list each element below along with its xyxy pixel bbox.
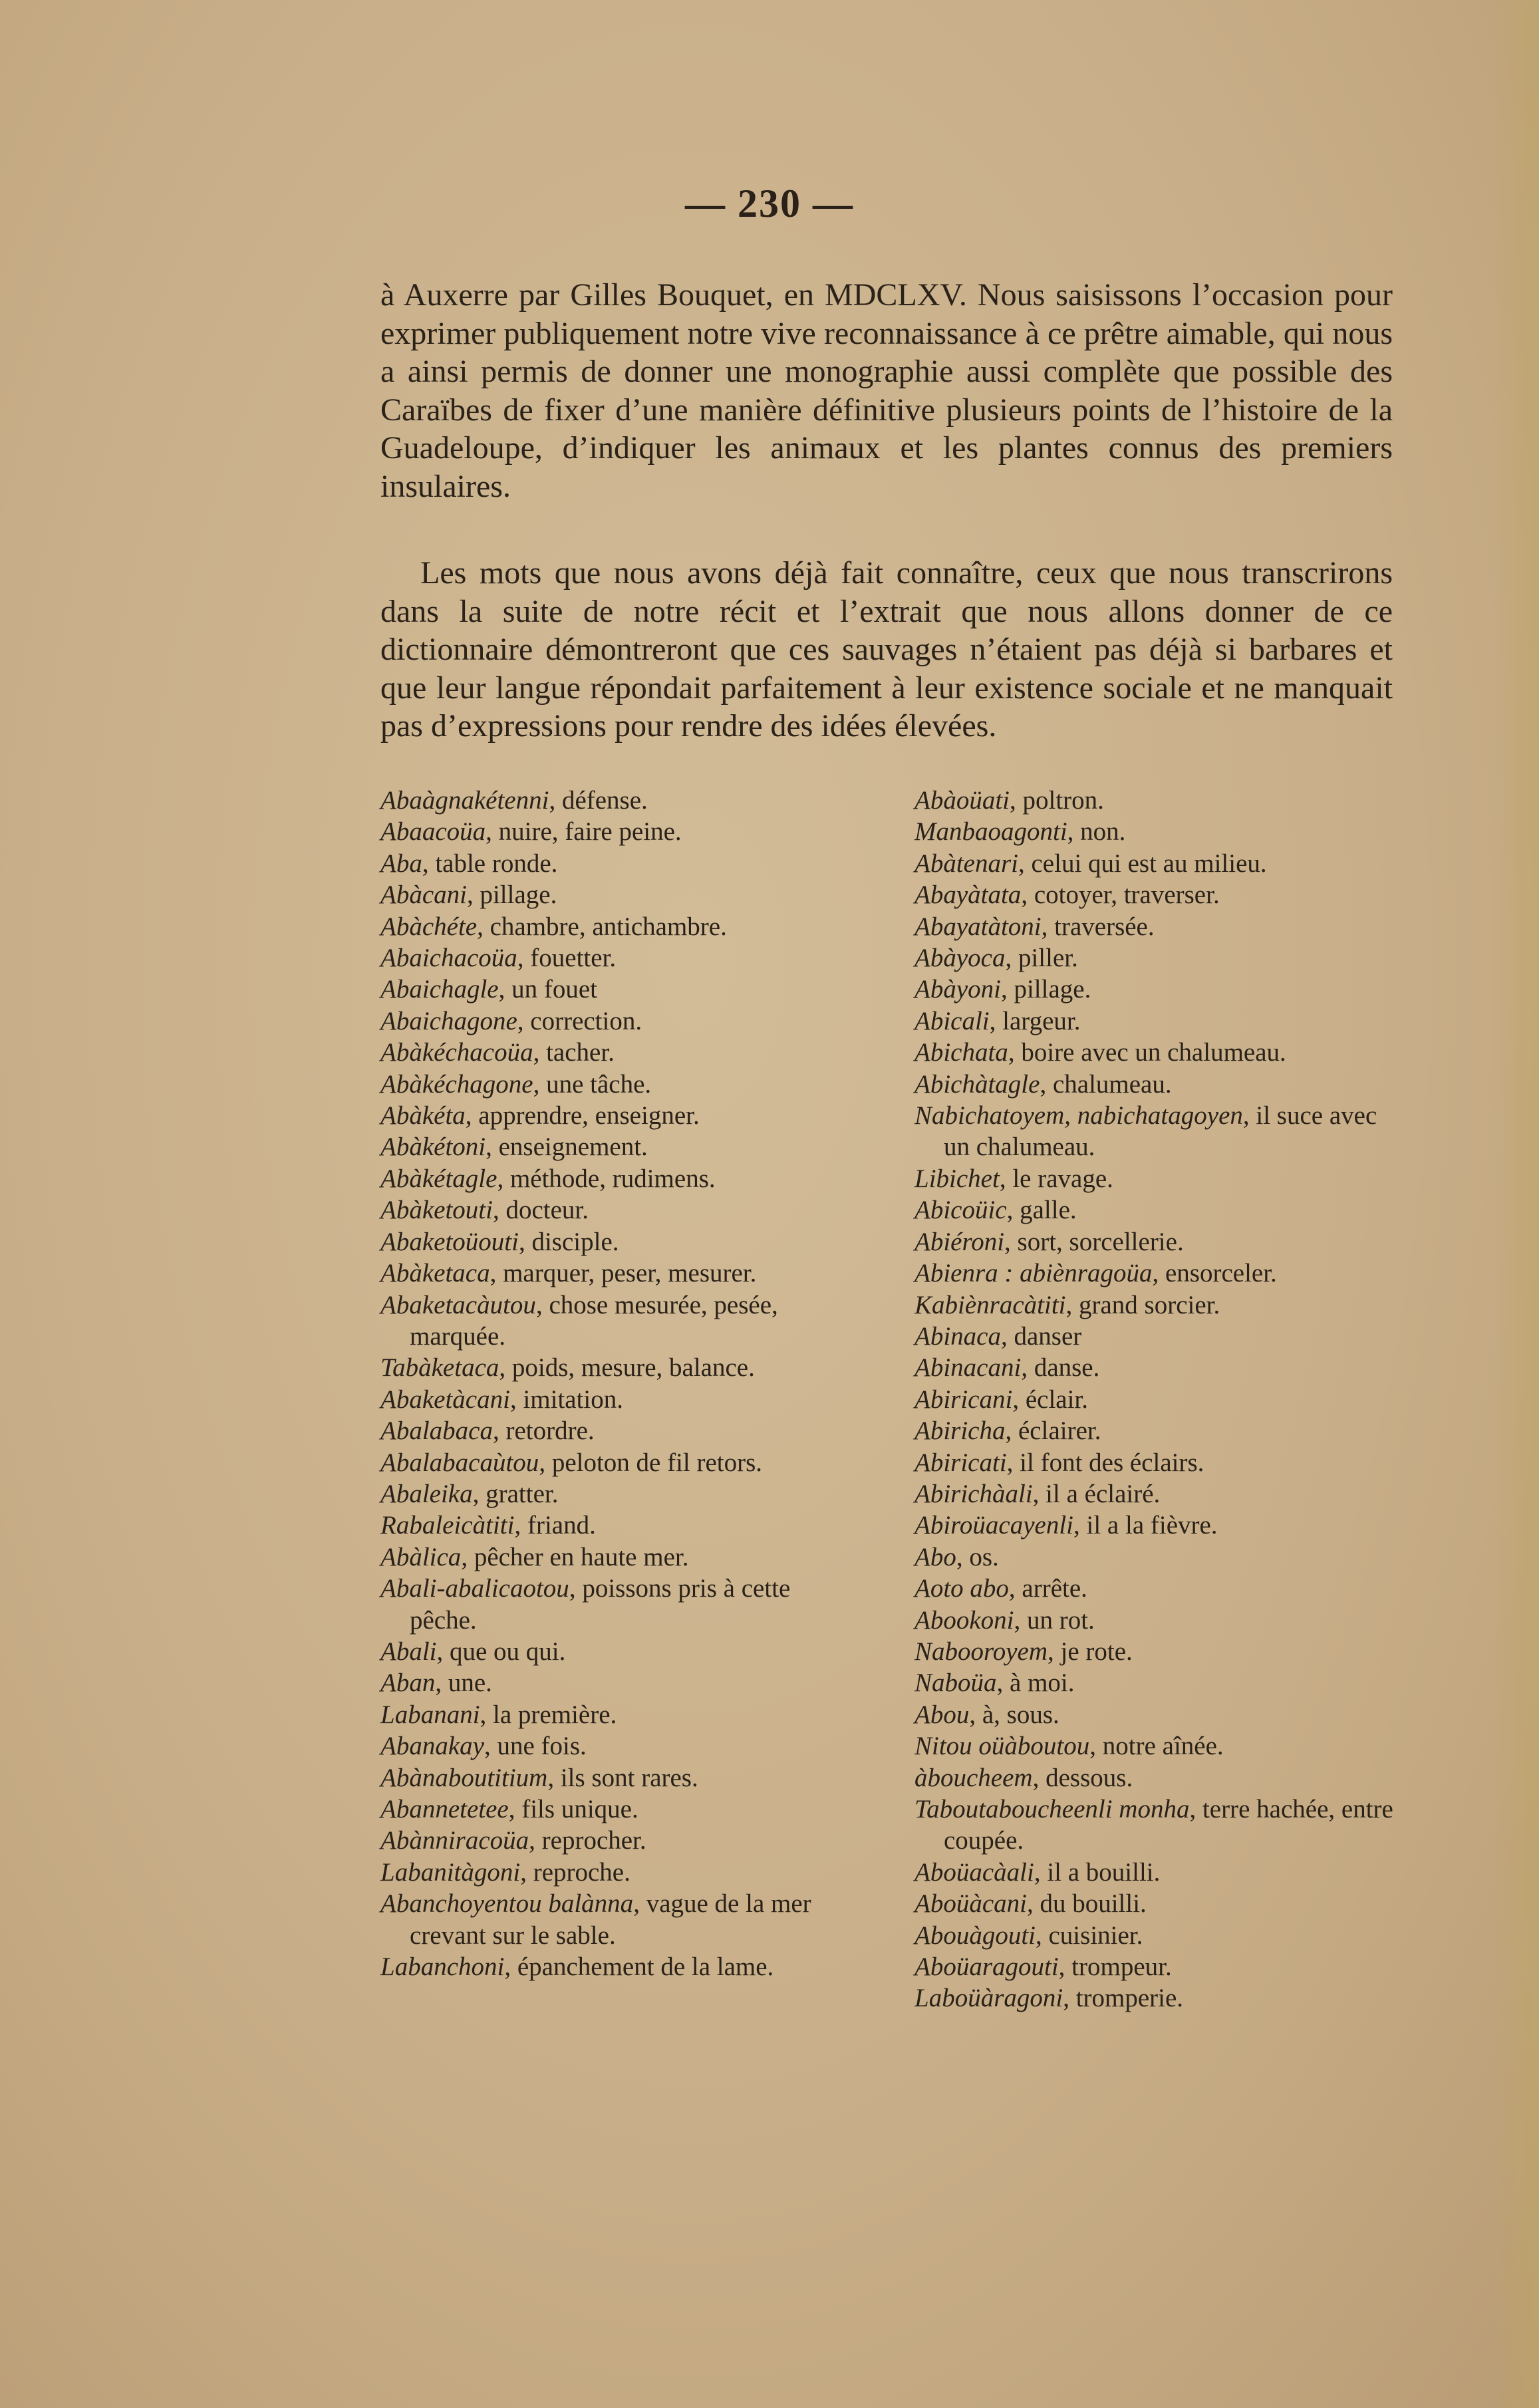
dictionary-entry: Abàlica, pêcher en haute mer. [380,1542,689,1571]
entry-definition: vague de la mer crevant sur le sable. [410,1889,811,1950]
dictionary-entry: Abichàtagle, chalumeau. [914,1069,1172,1099]
entry-definition: cuisinier. [1048,1921,1143,1950]
entry-word: àboucheem [914,1763,1033,1792]
entry-definition: un fouet [511,975,598,1004]
entry-definition: une tâche. [546,1069,652,1099]
entry-word: Abinaca [914,1321,1001,1351]
dictionary-entry: Abou, à, sous. [914,1700,1059,1729]
entry-definition: galle. [1020,1196,1077,1225]
entry-definition: il a bouilli. [1047,1857,1161,1887]
entry-definition: un rot. [1026,1605,1095,1635]
entry-word: Abaketoüouti [380,1227,519,1256]
entry-definition: je rote. [1060,1637,1133,1666]
entry-definition: une. [448,1669,492,1698]
dictionary-entry: Abirichàali, il a éclairé. [914,1479,1161,1508]
dictionary-entry: Abali-abalicaotou, poissons pris à cette pêche. [380,1574,791,1635]
dictionary-entry: Aboüacàali, il a bouilli. [914,1857,1161,1887]
entry-word: Abàketaca [380,1259,490,1288]
dictionary-entry: Abaketacàutou, chose mesurée, pesée, marquée. [380,1290,778,1351]
entry-word: Abiricati [914,1448,1007,1477]
dictionary-entry: Aban, une. [380,1669,492,1698]
entry-word: Abaichagle [380,975,499,1004]
dictionary-entry: Abichata, boire avec un chalumeau. [914,1038,1286,1067]
entry-word: Nabooroyem [914,1637,1048,1666]
entry-word: Abienra : abiènragoüa [914,1259,1153,1288]
entry-definition: celui qui est au milieu. [1031,849,1267,878]
entry-definition: du bouilli. [1040,1889,1147,1919]
dictionary-entry: Abàkétoni, enseignement. [380,1133,648,1162]
entry-word: Laboüàragoni [914,1984,1063,2013]
entry-word: Abàkéta [380,1101,466,1131]
entry-word: Abannetetee [380,1795,509,1823]
entry-word: Abànniracoüa [380,1826,529,1855]
entry-definition: nuire, faire peine. [498,817,682,847]
dictionary-entry: Abookoni, un rot. [914,1605,1095,1635]
dictionary-entry: Abaichagone, correction. [380,1006,642,1035]
entry-definition: éclair. [1025,1385,1089,1414]
entry-word: Abichata [914,1038,1008,1067]
dictionary-entry: Abaketoüouti, disciple. [380,1227,619,1256]
dictionary-entry: Aboüàcani, du bouilli. [914,1889,1147,1919]
dictionary-entry: Abàkéchagone, une tâche. [380,1069,652,1099]
entry-definition: friand. [527,1511,596,1540]
entry-definition: ensorceler. [1165,1259,1277,1288]
dictionary-entry: àboucheem, dessous. [914,1763,1133,1792]
dictionary-entry: Labanani, la première. [380,1700,617,1729]
entry-word: Abàkéchagone [380,1069,533,1099]
entry-word: Aban [380,1669,436,1698]
entry-word: Abookoni [914,1605,1014,1635]
entry-word: Abàkétagle [380,1164,497,1193]
entry-definition: peloton de fil retors. [551,1448,763,1477]
dictionary-entry: Abàketouti, docteur. [380,1196,589,1225]
dictionary-entry: Abiroüacayenli, il a la fièvre. [914,1511,1218,1540]
dictionary-entry: Aboüaragouti, trompeur. [914,1952,1172,1982]
dictionary-entry: Abàyoca, piller. [914,944,1078,973]
dictionary-entry: Abalabacaùtou, peloton de fil retors. [380,1448,763,1477]
entry-definition: pillage. [1014,975,1091,1004]
dictionary-entry: Abiricha, éclairer. [914,1416,1101,1446]
entry-definition: méthode, rudimens. [509,1164,716,1193]
entry-definition: largeur. [1002,1006,1081,1035]
entry-word: Abiricani [914,1385,1013,1414]
dictionary-entry: Abiéroni, sort, sorcellerie. [914,1227,1184,1256]
dictionary-entry: Nabichatoyem, nabichatagoyen, il suce avec un chalumeau. [914,1101,1377,1162]
dictionary-entry: Aoto abo, arrête. [914,1574,1087,1603]
entry-definition: tromperie. [1075,1984,1184,2013]
dictionary-entry: Abayàtata, cotoyer, traverser. [914,880,1220,910]
entry-definition: danse. [1034,1353,1100,1383]
entry-word: Abanakay [380,1732,484,1761]
entry-word: Abalabacaùtou [380,1448,539,1477]
dictionary-entry: Abienra : abiènragoüa, ensorceler. [914,1259,1277,1288]
dictionary-entry: Abannetetee, fils unique. [380,1795,638,1823]
dictionary-entry: Nabooroyem, je rote. [914,1637,1133,1666]
entry-word: Abàoüati [914,786,1010,815]
entry-definition: marquer, peser, mesurer. [503,1259,757,1288]
dictionary-entry: Rabaleicàtiti, friand. [380,1511,596,1540]
dictionary-entry: Abiricani, éclair. [914,1385,1089,1414]
dictionary-entry: Abicali, largeur. [914,1006,1081,1035]
entry-word: Abaichagone [380,1006,517,1035]
entry-word: Abalabaca [380,1416,493,1446]
entry-definition: il a la fièvre. [1086,1511,1218,1540]
entry-word: Libichet [914,1164,1000,1193]
entry-definition: trompeur. [1071,1952,1172,1982]
entry-definition: piller. [1018,944,1078,973]
entry-definition: cotoyer, traverser. [1034,880,1220,910]
entry-definition: il font des éclairs. [1020,1448,1204,1477]
entry-definition: disciple. [531,1227,619,1256]
entry-word: Labanitàgoni [380,1857,521,1887]
entry-definition: chose mesurée, pesée, marquée. [410,1290,778,1351]
dictionary-entry: Abàchéte, chambre, antichambre. [380,912,727,941]
page-number: — 230 — [685,182,854,225]
entry-definition: ils sont rares. [560,1763,698,1792]
entry-word: Tabàketaca [380,1353,499,1383]
entry-word: Aoto abo [914,1574,1009,1603]
page-edge-stain [1492,0,1539,2408]
entry-word: Aboüaragouti [914,1952,1059,1982]
entry-definition: chalumeau. [1052,1069,1172,1099]
entry-definition: chambre, antichambre. [490,912,727,941]
entry-word: Abaleika [380,1479,473,1508]
entry-word: Abinacani [914,1353,1022,1383]
entry-definition: sort, sorcellerie. [1017,1227,1184,1256]
entry-definition: correction. [530,1006,642,1035]
entry-word: Aba [380,849,422,878]
entry-definition: boire avec un chalumeau. [1021,1038,1286,1067]
entry-definition: pillage. [480,880,557,910]
entry-definition: retordre. [505,1416,595,1446]
entry-word: Abaacoüa [380,817,486,847]
entry-word: Abaketàcani [380,1385,510,1414]
entry-definition: enseignement. [498,1133,648,1162]
dictionary-entry: Abinaca, danser [914,1321,1082,1351]
dictionary-column-right [914,785,1400,2014]
entry-word: Labanani [380,1700,480,1729]
entry-word: Abali-abalicaotou [380,1574,569,1603]
dictionary-entry: Abali, que ou qui. [380,1637,566,1666]
dictionary-entry: Abàtenari, celui qui est au milieu. [914,849,1267,878]
entry-word: Rabaleicàtiti [380,1511,515,1540]
entry-word: Abàkéchacoüa [380,1038,533,1067]
entry-definition: terre hachée, entre coupée. [944,1795,1393,1855]
entry-definition: reproche. [533,1857,630,1887]
entry-definition: défense. [561,786,648,815]
entry-definition: gratter. [486,1479,559,1508]
entry-word: Abaichacoüa [380,944,517,973]
entry-definition: tacher. [546,1038,615,1067]
entry-word: Abàcani [380,880,467,910]
dictionary-entry: Abicoüic, galle. [914,1196,1077,1225]
entry-definition: épanchement de la lame. [517,1952,774,1982]
entry-definition: éclairer. [1018,1416,1101,1446]
dictionary-entry: Kabiènracàtiti, grand sorcier. [914,1290,1220,1319]
entry-word: Taboutaboucheenli monha [914,1795,1190,1823]
dictionary-entry: Abàcani, pillage. [380,880,557,910]
entry-definition: non. [1080,817,1126,847]
dictionary-entry: Abanchoyentou balànna, vague de la mer crevant sur le sable. [380,1889,811,1950]
entry-word: Abàkétoni [380,1133,486,1162]
dictionary-entry: Labanitàgoni, reproche. [380,1857,630,1887]
entry-definition: traversée. [1054,912,1155,941]
entry-word: Abanchoyentou balànna [380,1889,634,1919]
dictionary-entry: Abànaboutitium, ils sont rares. [380,1763,698,1792]
entry-definition: la première. [493,1700,617,1729]
entry-definition: apprendre, enseigner. [478,1101,700,1131]
entry-word: Abaketacàutou [380,1290,536,1319]
entry-definition: il suce avec un chalumeau. [944,1101,1377,1162]
entry-word: Abàyoca [914,944,1006,973]
entry-definition: table ronde. [435,849,558,878]
body-paragraph: Les mots que nous avons déjà fait connaître, ceux que nous transcrirons dans la suite de notre récit et l’extrait que nous allons donner de ce dictionnaire démontreront que ces sauvages n’étaient pas déjà si barbares et que leur langue répondait parfaitement à leur existence sociale et ne manquait pas d’expressions pour rendre des idées élevées. [380,555,1393,743]
dictionary-entry: Taboutaboucheenli monha, terre hachée, entre coupée. [914,1795,1393,1855]
entry-word: Abiroüacayenli [914,1511,1073,1540]
dictionary-entry: Abaichacoüa, fouetter. [380,944,617,973]
dictionary-entry: Libichet, le ravage. [914,1164,1113,1193]
entry-word: Abicoüic [914,1196,1007,1225]
dictionary-entry: Abàkéta, apprendre, enseigner. [380,1101,700,1131]
dictionary-entry: Abaleika, gratter. [380,1479,559,1508]
entry-word: Abichàtagle [914,1069,1040,1099]
dictionary-entry: Abàkéchacoüa, tacher. [380,1038,615,1067]
dictionary-entry: Abaàgnakétenni, défense. [380,786,648,815]
entry-word: Aboüacàali [914,1857,1034,1887]
entry-word: Manbaoagonti [914,817,1067,847]
entry-word: Abàketouti [380,1196,493,1225]
entry-word: Abou [914,1700,970,1729]
entry-word: Abayatàtoni [914,912,1042,941]
entry-definition: notre aînée. [1102,1732,1224,1761]
entry-definition: que ou qui. [450,1637,566,1666]
entry-definition: poids, mesure, balance. [511,1353,755,1383]
dictionary-entry: Abalabaca, retordre. [380,1416,595,1446]
entry-word: Abouàgouti [914,1921,1036,1950]
dictionary-entry: Abo, os. [914,1542,999,1571]
entry-definition: grand sorcier. [1079,1290,1220,1319]
entry-definition: fouetter. [530,944,617,973]
entry-definition: il a éclairé. [1046,1479,1161,1508]
dictionary-entry: Abànniracoüa, reprocher. [380,1826,646,1855]
dictionary-entry: Abaacoüa, nuire, faire peine. [380,817,682,847]
entry-word: Abaàgnakétenni [380,786,549,815]
dictionary-column-left [380,785,859,1982]
entry-word: Abiéroni [914,1227,1005,1256]
entry-definition: dessous. [1046,1763,1133,1792]
dictionary-entry: Abiricati, il font des éclairs. [914,1448,1204,1477]
entry-word: Abicali [914,1006,990,1035]
dictionary-entry: Laboüàragoni, tromperie. [914,1984,1184,2013]
dictionary-entry: Abàoüati, poltron. [914,786,1104,815]
entry-definition: une fois. [497,1732,587,1761]
dictionary-entry: Abouàgouti, cuisinier. [914,1921,1143,1950]
entry-word: Abàtenari [914,849,1018,878]
entry-word: Abo [914,1542,956,1571]
entry-definition: poltron. [1022,786,1104,815]
entry-word: Abàchéte [380,912,478,941]
entry-word: Abànaboutitium [380,1763,548,1792]
dictionary-entry: Manbaoagonti, non. [914,817,1126,847]
intro-paragraph: à Auxerre par Gilles Bouquet, en MDCLXV. Nous saisissons l’occasion pour exprimer publiquement notre vive reconnaissance à ce prêtre aimable, qui nous a ainsi permis de donner une monographie aussi complète que possible des Caraïbes de fixer d’une manière définitive plusieurs points de l’histoire de la Guadeloupe, d’indiquer les animaux et les plantes connus des premiers insulaires. [380,277,1393,504]
entry-word: Kabiènracàtiti [914,1290,1066,1319]
entry-word: Abirichàali [914,1479,1033,1508]
dictionary-entry: Tabàketaca, poids, mesure, balance. [380,1353,755,1383]
entry-definition: le ravage. [1012,1164,1113,1193]
dictionary-entry: Abanakay, une fois. [380,1732,587,1761]
entry-definition: à moi. [1010,1669,1075,1698]
entry-definition: à, sous. [982,1700,1059,1729]
dictionary-entry: Abàkétagle, méthode, rudimens. [380,1164,716,1193]
entry-word: Abali [380,1637,437,1666]
dictionary-entry: Naboüa, à moi. [914,1669,1075,1698]
entry-definition: imitation. [523,1385,624,1414]
dictionary-entry: Abàketaca, marquer, peser, mesurer. [380,1259,757,1288]
entry-definition: reprocher. [541,1826,646,1855]
dictionary-entry: Abinacani, danse. [914,1353,1100,1383]
entry-definition: danser [1014,1321,1082,1351]
entry-word: Abiricha [914,1416,1006,1446]
dictionary-entry: Nitou oüàboutou, notre aînée. [914,1732,1224,1761]
dictionary-entry: Aba, table ronde. [380,849,558,878]
entry-definition: fils unique. [521,1795,638,1823]
dictionary-entry: Abaichagle, un fouet [380,975,598,1004]
entry-word: Labanchoni [380,1952,505,1982]
entry-word: Abàyoni [914,975,1001,1004]
dictionary-entry: Abàyoni, pillage. [914,975,1091,1004]
dictionary-entry: Labanchoni, épanchement de la lame. [380,1952,774,1982]
entry-word: Nabichatoyem, nabichatagoyen [914,1101,1243,1131]
entry-definition: docteur. [505,1196,589,1225]
entry-definition: pêcher en haute mer. [474,1542,689,1571]
dictionary-entry: Abayatàtoni, traversée. [914,912,1155,941]
entry-definition: os. [969,1542,999,1571]
entry-word: Abàlica [380,1542,462,1571]
entry-word: Abayàtata [914,880,1022,910]
entry-definition: poissons pris à cette pêche. [410,1574,791,1635]
entry-definition: arrête. [1022,1574,1087,1603]
entry-word: Aboüàcani [914,1889,1027,1919]
entry-word: Naboüa [914,1669,997,1698]
entry-word: Nitou oüàboutou [914,1732,1090,1761]
dictionary-entry: Abaketàcani, imitation. [380,1385,624,1414]
